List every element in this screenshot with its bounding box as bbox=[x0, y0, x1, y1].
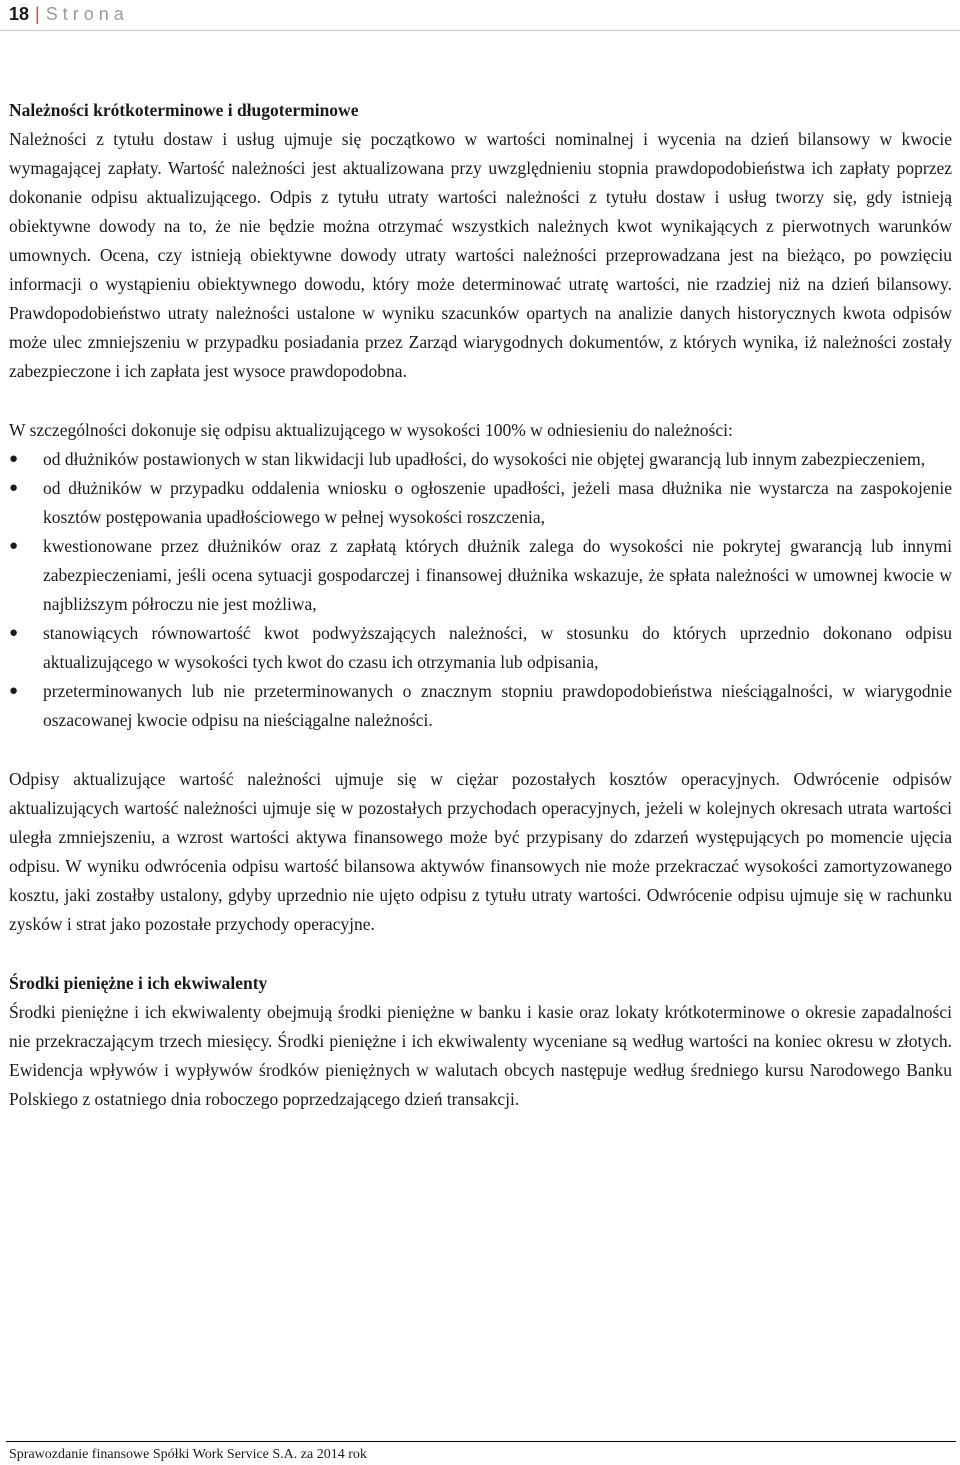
bullet-icon: ● bbox=[9, 480, 19, 496]
bullet-icon: ● bbox=[9, 451, 19, 467]
header-separator: | bbox=[35, 4, 40, 24]
bullet-icon: ● bbox=[9, 683, 19, 699]
page-header bbox=[9, 1, 129, 27]
bullet-icon: ● bbox=[9, 625, 19, 641]
page-word: Strona bbox=[45, 4, 129, 24]
footer-divider bbox=[6, 1441, 956, 1442]
paragraph-writeoff-intro: W szczególności dokonuje się odpisu aktualizującego w wysokości 100% w odniesieniu do należności: bbox=[9, 420, 733, 440]
paragraph-writeoff-reversal: Odpisy aktualizujące wartość należności ujmuje się w ciężar pozostałych kosztów operacyjnych. Odwrócenie odpisów aktualizujących wartość należności ujmuje się w pozostałych przychodach operacyjnych, jeżeli w kolejnych okresach utrata wartości uległa zmniejszeniu, a wzrost wartości aktywa finansowego może być przypisany do zdarzeń występujących po momencie ujęcia odpisu. W wyniku odwrócenia odpisu wartość bilansowa aktywów finansowych nie może przekraczać wysokości zamortyzowanego kosztu, jaki zostałby ustalony, gdyby uprzednio nie ujęto odpisu z tytułu utraty wartości. Odwrócenie odpisu ujmuje się w rachunku zysków i strat jako pozostałe przychody operacyjne. bbox=[9, 769, 952, 934]
writeoff-bullet-list bbox=[9, 445, 952, 735]
header-divider bbox=[0, 30, 960, 31]
document-body bbox=[9, 96, 952, 1114]
list-item: ● kwestionowane przez dłużników oraz z zapłatą których dłużnik zalega do wysokości nie pokrytej gwarancją lub innymi zabezpieczeniami, jeśli ocena sytuacji gospodarczej i finansowej dłużnika wskazuje, że spłata należności w umownej kwocie w najbliższym półroczu nie jest możliwa, bbox=[9, 532, 952, 619]
bullet-icon: ● bbox=[9, 538, 19, 554]
page-number: 18 bbox=[9, 4, 30, 24]
section-heading-receivables: Należności krótkoterminowe i długoterminowe bbox=[9, 100, 359, 120]
list-item: ● przeterminowanych lub nie przeterminowanych o znacznym stopniu prawdopodobieństwa nieściągalności, w wiarygodnie oszacowanej kwocie odpisu na nieściągalne należności. bbox=[9, 677, 952, 735]
list-item: ● od dłużników postawionych w stan likwidacji lub upadłości, do wysokości nie objętej gwarancją lub innym zabezpieczeniem, bbox=[9, 445, 952, 474]
list-item: ● od dłużników w przypadku oddalenia wniosku o ogłoszenie upadłości, jeżeli masa dłużnika nie wystarcza na zaspokojenie kosztów postępowania upadłościowego w pełnej wysokości roszczenia, bbox=[9, 474, 952, 532]
section-heading-cash: Środki pieniężne i ich ekwiwalenty bbox=[9, 973, 268, 993]
paragraph-cash: Środki pieniężne i ich ekwiwalenty obejmują środki pieniężne w banku i kasie oraz lokaty krótkoterminowe o okresie zapadalności nie przekraczającym trzech miesięcy. Środki pieniężne i ich ekwiwalenty wyceniane są według wartości na koniec okresu w złotych. Ewidencja wpływów i wypływów środków pieniężnych w walutach obcych następuje według średniego kursu Narodowego Banku Polskiego z ostatniego dnia roboczego poprzedzającego dzień transakcji. bbox=[9, 1002, 952, 1109]
page-footer: Sprawozdanie finansowe Spółki Work Service S.A. za 2014 rok bbox=[9, 1447, 367, 1462]
list-item: ● stanowiących równowartość kwot podwyższających należności, w stosunku do których uprzednio dokonano odpisu aktualizującego w wysokości tych kwot do czasu ich otrzymania lub odpisania, bbox=[9, 619, 952, 677]
paragraph-receivables: Należności z tytułu dostaw i usług ujmuje się początkowo w wartości nominalnej i wycenia na dzień bilansowy w kwocie wymagającej zapłaty. Wartość należności jest aktualizowana przy uwzględnieniu stopnia prawdopodobieństwa ich zapłaty poprzez dokonanie odpisu aktualizującego. Odpis z tytułu utraty wartości należności z tytułu dostaw i usług tworzy się, gdy istnieją obiektywne dowody na to, że nie będzie można otrzymać wszystkich należnych kwot wynikających z pierwotnych warunków umownych. Ocena, czy istnieją obiektywne dowody utraty wartości należności przeprowadzana jest na bieżąco, po powzięciu informacji o wystąpieniu obiektywnego dowodu, który może determinować utratę wartości, nie rzadziej niż na dzień bilansowy. Prawdopodobieństwo utraty należności ustalone w wyniku szacunków opartych na analizie danych historycznych kwota odpisów może ulec zmniejszeniu w przypadku posiadania przez Zarząd wiarygodnych dokumentów, z których wynika, iż należności zostały zabezpieczone i ich zapłata jest wysoce prawdopodobna. bbox=[9, 129, 952, 381]
